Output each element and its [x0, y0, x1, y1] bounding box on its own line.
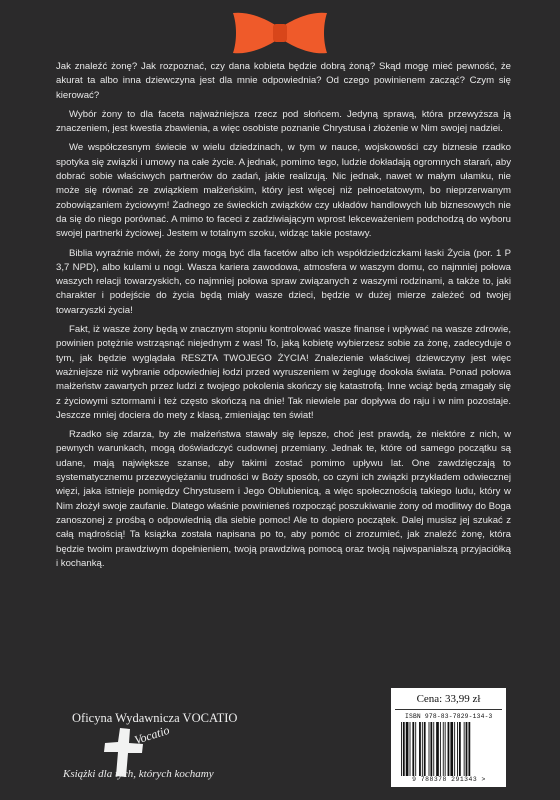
barcode-bar — [448, 722, 450, 776]
paragraph-6: Rzadko się zdarza, by złe małżeństwa stawały się lepsze, choć jest prawdą, że niektóre z nich, w pewnych warunkach, mogą doświadczyć cudownej przemiany. Jednak te, które od samego początku są udane, mają największe szanse, aby takimi zostać pomimo upływu lat. One zawdzięczają to systematycznemu przezwyciężaniu trudności w Boży sposób, co czyni ich związki przykładem odwiecznej więzi, jaka istnieje pomiędzy Chrystusem i Jego Oblubienicą, a więc społecznością takiego ludu, który w Nim złożył swoje zaufanie. Dlatego właśnie powinieneś rozpocząć poszukiwanie żony od modlitwy do Boga zanoszonej z prośbą o odpowiednią dla siebie pomoc! Ale to dopiero początek. Dalej musisz jej szukać z całą mądrością! Ta książka została napisana po to, aby pomóc ci zrozumieć, jak znaleźć żonę, która będzie twoim prawdziwym dopełnieniem, twoją prawdziwą pomocą oraz twoją najwspanialszą przyjaciółką i kochanką. — [56, 429, 511, 569]
barcode-bar — [454, 722, 455, 776]
barcode-bar — [424, 722, 426, 776]
isbn: ISBN 978-83-7829-134-3 — [405, 713, 493, 720]
barcode — [399, 722, 499, 776]
barcode-digits: 9 788378 291343 > — [412, 776, 486, 783]
barcode-bar — [464, 722, 465, 776]
paragraph-3: We współczesnym świecie w wielu dziedzinach, w tym w nauce, wojskowości czy biznesie rzadko spotyka się związki i umowy na całe życie. A jednak, pomimo tego, ludzie dokładają ogromnych starań, aby dobrać sobie właściwych partnerów do zadań, jakie realizują. Nic jednak, nawet w małym ułamku, nie może się równać ze związkiem małżeńskim, który jest więcej niż pełnoetatowym, bo nieprzerwanym zobowiązaniem życiowym! Żadnego ze świeckich związków czy układów handlowych lub biznesowych nie da się do niego porównać. A mimo to faceci z zadziwiającym wprost lekceważeniem podchodzą do wyboru swojej partnerki życiowej. Jestem w totalnym szoku, widząc takie postawy. — [56, 142, 511, 240]
barcode-bar — [430, 722, 432, 776]
paragraph-2: Wybór żony to dla faceta najważniejsza rzecz pod słońcem. Jedyną sprawą, która przewyższa ją znaczeniem, jest kwestia zbawienia, a więc osobiste poznanie Chrystusa i złożenie w Nim swojej nadziei. — [56, 108, 511, 135]
barcode-bar — [445, 722, 446, 776]
barcode-bar — [466, 722, 468, 776]
barcode-bar — [443, 722, 444, 776]
barcode-bar — [403, 722, 405, 776]
divider — [395, 709, 502, 710]
barcode-bar — [419, 722, 421, 776]
bowtie-icon — [231, 10, 329, 56]
barcode-bar — [412, 722, 414, 776]
barcode-bar — [450, 722, 453, 776]
barcode-bar — [422, 722, 423, 776]
publisher-name: Oficyna Wydawnicza VOCATIO — [72, 711, 238, 725]
paragraph-5: Fakt, iż wasze żony będą w znacznym stopniu kontrolować wasze finanse i wpływać na wasze zdrowie, powinien potężnie wstrząsnąć niejednym z was! To, jaką kobietę wybierzesz sobie za żonę, zadecyduje o tym, jak będzie wyglądała RESZTA TWOJEGO ŻYCIA! Znalezienie właściwej dziewczyny jest więc ważniejsze niż wybranie odpowiedniej łodzi przed wyruszeniem w żeglugę dookoła świata. Ponad połowa małżeństw zawartych przez ludzi z twojego pokolenia skończy się katastrofą. Inne wciąż będą zmagały się z życiowymi sztormami i też często skończą na dnie! Tak niewiele par dopływa do raju i w nim pozostaje. Jeszcze mniej dociera do mety z klasą, zmieniając ten świat! — [56, 324, 511, 421]
barcode-bar — [429, 722, 430, 776]
barcode-bar — [468, 722, 470, 776]
barcode-bar — [436, 722, 439, 776]
price: Cena: 33,99 zł — [416, 693, 481, 705]
tagline: Książki dla tych, których kochamy — [63, 768, 214, 780]
body-text — [56, 60, 511, 576]
barcode-bar — [459, 722, 461, 776]
barcode-bar — [440, 722, 441, 776]
barcode-bar — [457, 722, 458, 776]
price-box — [391, 688, 506, 787]
paragraph-4: Biblia wyraźnie mówi, że żony mogą być dla facetów albo ich współdziedziczkami łaski Życia (por. 1 P 3,7 NPD), albo kulami u nogi. Wasza kariera zawodowa, atmosfera w waszym domu, co najmniej połowa waszych relacji towarzyskich, co najmniej połowa spraw związanych z waszymi rodzinami, a także to, jaki charakter i podejście do życia będą miały wasze dzieci, będzie w dużej mierze zależeć od twojej towarzyszki życia! — [56, 247, 511, 316]
barcode-bar — [401, 722, 402, 776]
logo-wordmark: Vocatio — [132, 722, 172, 748]
barcode-bar — [433, 722, 434, 776]
barcode-bar — [415, 722, 416, 776]
barcode-bar — [406, 722, 409, 776]
barcode-bar — [410, 722, 411, 776]
paragraph-1: Jak znaleźć żonę? Jak rozpoznać, czy dana kobieta będzie dobrą żoną? Skąd mogę mieć pewność, że akurat ta albo inna dziewczyna jest dla mnie odpowiednia? Od czego powinienem zacząć? Czym się kierować? — [56, 61, 511, 101]
